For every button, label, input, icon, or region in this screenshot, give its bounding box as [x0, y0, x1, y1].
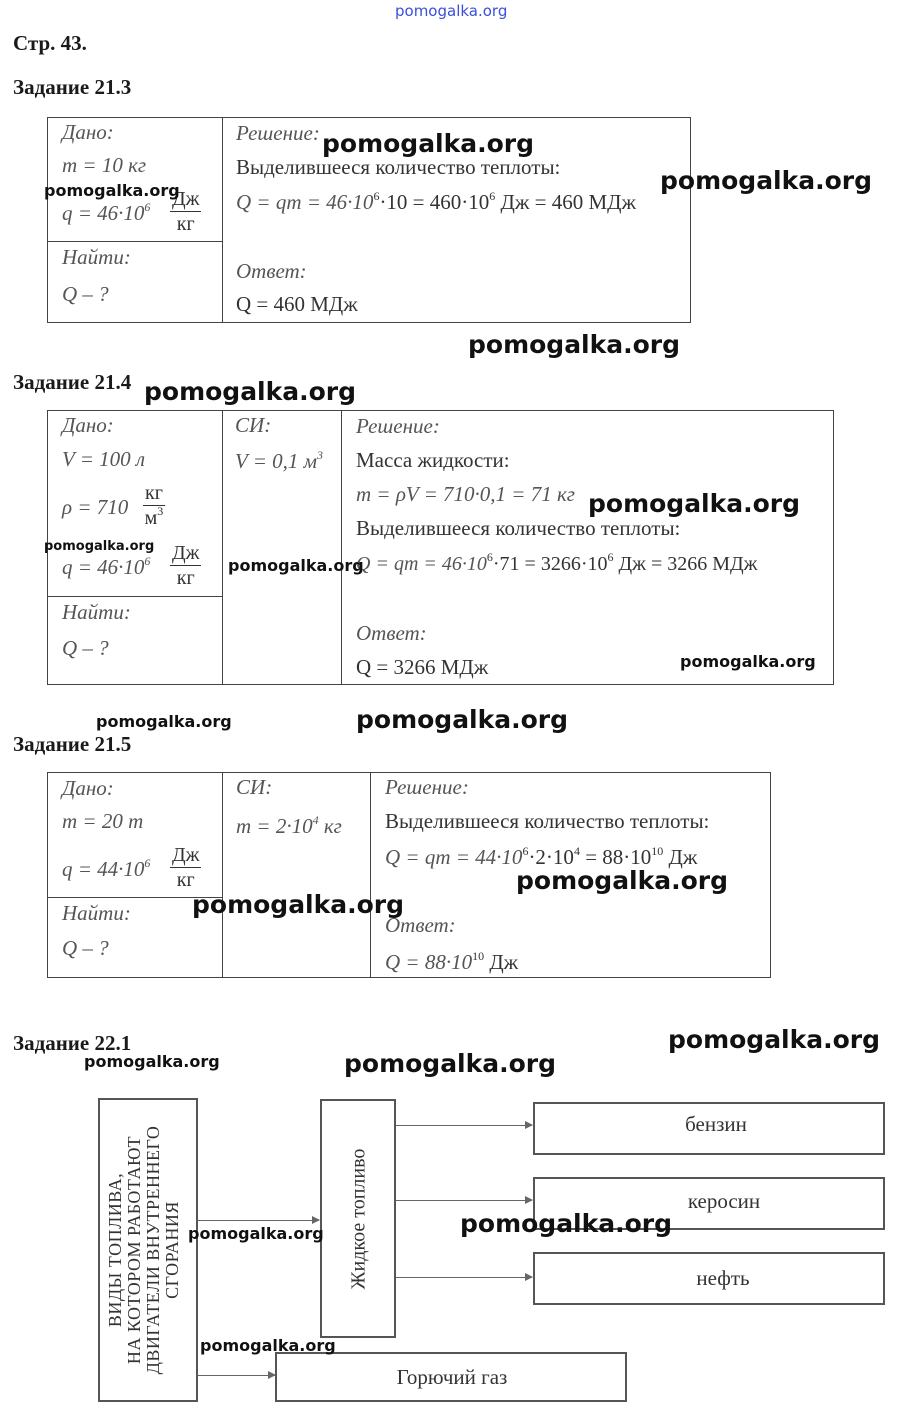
watermark[interactable]: pomogalka.org: [668, 1025, 881, 1054]
solution-label: Решение: [356, 414, 433, 438]
si-volume: V = 0,1 $м^3$: [235, 448, 324, 473]
liquid-fuel-label: Жидкое топливо: [347, 1148, 370, 1290]
solution-line-1: Выделившееся количество теплоты:: [236, 155, 561, 179]
si-label: СИ: [236, 775, 266, 799]
task-21-3-title: Задание 21.3: [13, 75, 132, 99]
answer-value: Q = 3266 МДж: [356, 655, 489, 679]
solution-label: Решение: [385, 775, 462, 799]
watermark[interactable]: pomogalka.org: [322, 129, 535, 158]
given-q: $q = 46\cdot 10^6$: [62, 554, 151, 579]
si-label: СИ: [235, 413, 265, 437]
find-value: Q – ?: [62, 636, 109, 660]
gas-label: Горючий газ: [396, 1365, 508, 1389]
given-q-unit: Дж кг: [172, 542, 200, 589]
watermark[interactable]: pomogalka.org: [84, 1052, 220, 1071]
find-label: Найти: [62, 901, 124, 925]
watermark[interactable]: pomogalka.org: [96, 712, 232, 731]
watermark[interactable]: pomogalka.org: [468, 330, 681, 359]
watermark[interactable]: pomogalka.org: [516, 866, 729, 895]
given-density-unit: кг $м^3$: [144, 482, 164, 529]
given-label: Дано: [62, 776, 107, 800]
watermark[interactable]: pomogalka.org: [588, 489, 801, 518]
fuel-types-label: ВИДЫ ТОПЛИВА, НА КОТОРОМ РАБОТАЮТ ДВИГАТЕЛИ ВНУТРЕННЕГО СГОРАНИЯ: [105, 1125, 182, 1375]
find-label: Найти: [62, 600, 124, 624]
watermark[interactable]: pomogalka.org: [200, 1336, 336, 1355]
kerosene-label: керосин: [687, 1189, 761, 1213]
answer-value: $Q = 88\cdot 10^{10}$ Дж: [385, 949, 519, 974]
arrow-to-liquid: [198, 1220, 319, 1221]
answer-value: Q = 460 МДж: [236, 292, 358, 316]
given-q: $q = 44\cdot 10^6$: [62, 856, 151, 881]
solution-line-1: Масса жидкости:: [356, 448, 510, 472]
solution-label: Решение: [236, 121, 313, 145]
watermark[interactable]: pomogalka.org: [460, 1209, 673, 1238]
watermark[interactable]: pomogalka.org: [44, 539, 155, 554]
solution-line-2: Q = qm = $44\cdot 10^6\cdot 2\cdot 10^4 = 88\cdot 10^{10}$ Дж: [385, 844, 698, 869]
find-value: Q – ?: [62, 282, 109, 306]
task-22-1-title: Задание 22.1: [13, 1031, 132, 1055]
given-label: Дано: [62, 413, 107, 437]
answer-label: Ответ: [236, 259, 300, 283]
oil-label: нефть: [696, 1266, 750, 1290]
watermark[interactable]: pomogalka.org: [680, 652, 816, 671]
task-21-4-title: Задание 21.4: [13, 370, 132, 394]
solution-line-2: m = ρV = 710·0,1 = 71 кг: [356, 482, 575, 506]
watermark[interactable]: pomogalka.org: [356, 705, 569, 734]
solution-line-3: Выделившееся количество теплоты:: [356, 516, 681, 540]
watermark[interactable]: pomogalka.org: [44, 181, 180, 200]
watermark[interactable]: pomogalka.org: [192, 890, 405, 919]
arrow-to-kerosene: [396, 1200, 532, 1201]
watermark[interactable]: pomogalka.org: [344, 1049, 557, 1078]
watermark[interactable]: pomogalka.org: [144, 377, 357, 406]
si-mass: $m = 2\cdot 10^4$ кг: [236, 813, 342, 838]
page-number: Стр. 43.: [13, 31, 87, 55]
answer-label: Ответ: [356, 621, 420, 645]
top-watermark[interactable]: pomogalka.org: [395, 2, 508, 20]
given-mass: m = 10 кг: [62, 153, 147, 177]
solution-line-1: Выделившееся количество теплоты:: [385, 809, 710, 833]
answer-label: Ответ: [385, 913, 449, 937]
given-q: $q = 46\cdot 10^6$: [62, 200, 151, 225]
task-21-5-title: Задание 21.5: [13, 732, 132, 756]
gasoline-label: бензин: [685, 1112, 747, 1136]
given-volume: V = 100 л: [62, 447, 146, 471]
arrow-to-gasoline: [396, 1125, 532, 1126]
watermark[interactable]: pomogalka.org: [228, 556, 364, 575]
given-label: Дано: [62, 120, 107, 144]
watermark[interactable]: pomogalka.org: [188, 1224, 324, 1243]
solution-line-2: Q = qm = $46\cdot 10^6\cdot 10 = 460\cdot 10^6$ Дж = 460 МДж: [236, 189, 636, 214]
given-mass: m = 20 т: [62, 809, 144, 833]
arrow-to-gas: [198, 1375, 275, 1376]
solution-line-4: Q = qm = $46\cdot 10^6\cdot 71 = 3266\cdot 10^6$ Дж = 3266 МДж: [356, 550, 758, 575]
find-label: Найти: [62, 245, 124, 269]
find-value: Q – ?: [62, 936, 109, 960]
given-q-unit: Дж кг: [172, 844, 200, 891]
arrow-to-oil: [396, 1277, 532, 1278]
watermark[interactable]: pomogalka.org: [660, 166, 873, 195]
given-q-unit: Дж кг: [172, 188, 200, 235]
given-density: ρ = 710: [62, 495, 129, 519]
